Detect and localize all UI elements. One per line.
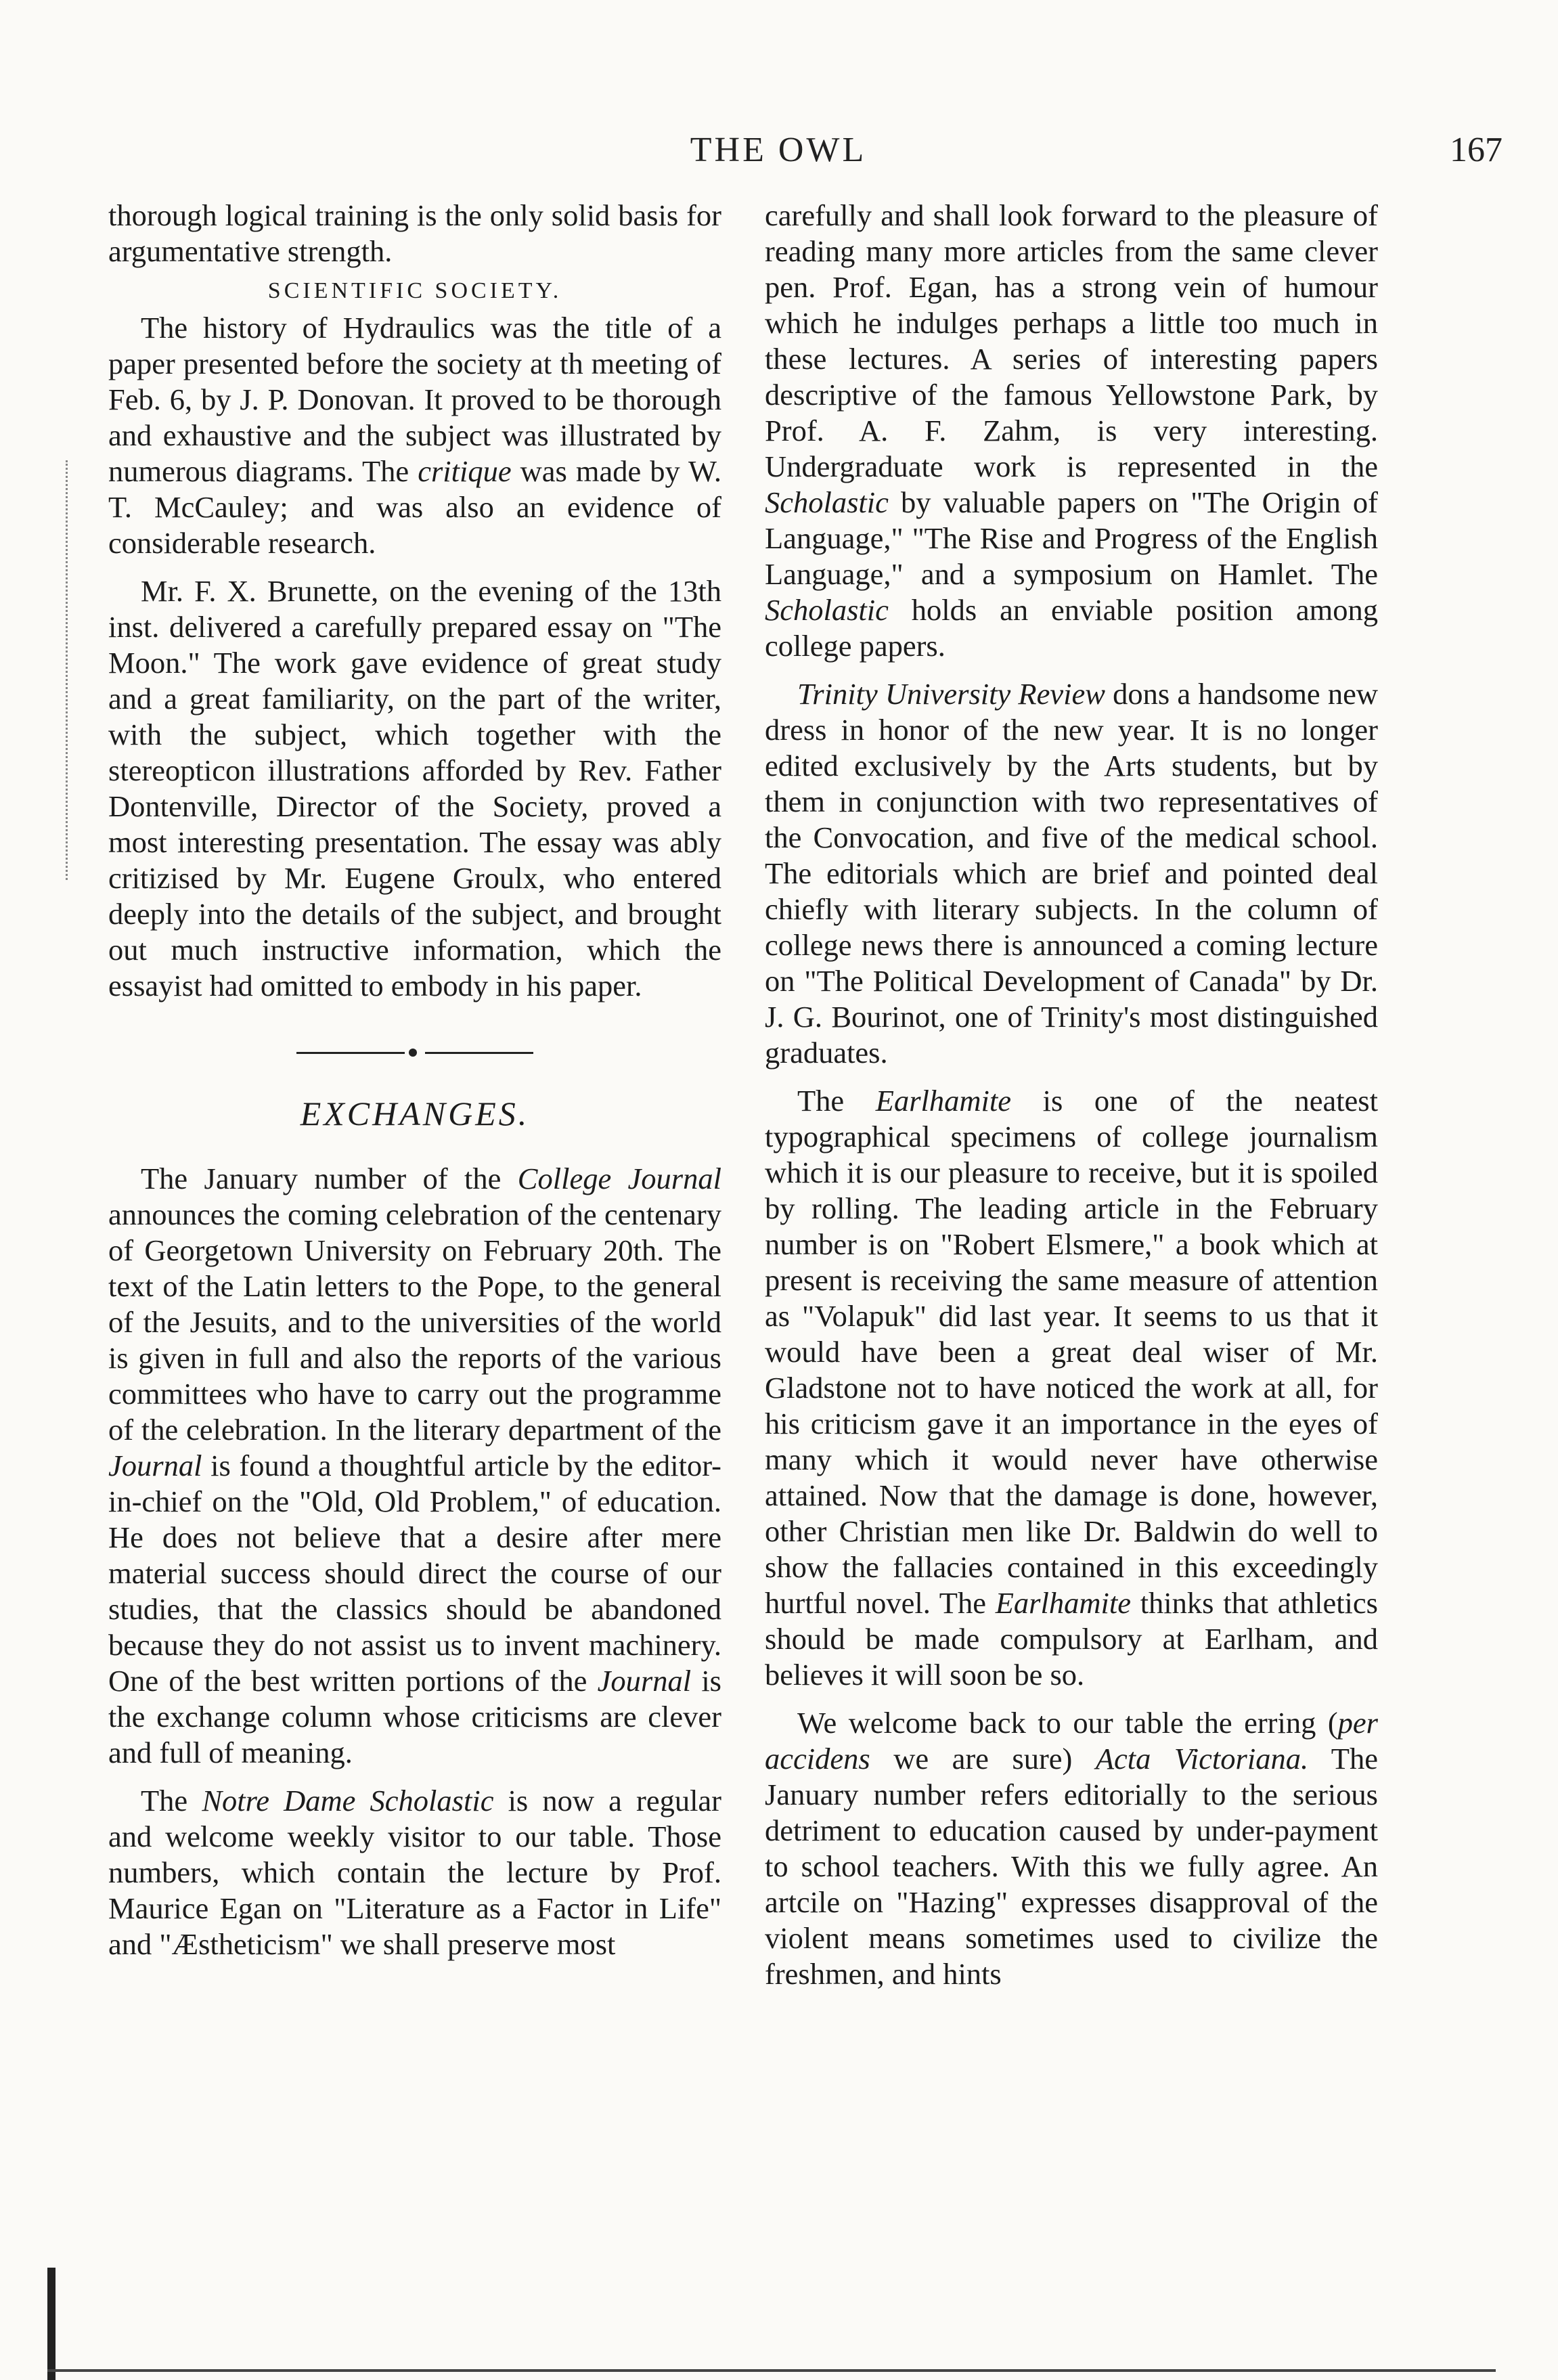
scholastic-continued-paragraph: carefully and shall look forward to the pleasure of reading many more articles from the same clever pen. Prof. Egan, has a strong vein of humour which he indulges perhaps a little too much in these lectures. A series of interesting papers descriptive of the famous Yellowstone Park, by Prof. A. F. Zahm, is very interesting. Undergraduate work is represented in the Scholastic by valuable papers on "The Origin of Language," "The Rise and Progress of the English Language," and a symposium on Hamlet. The Scholastic holds an enviable position among college papers. — [765, 198, 1378, 663]
running-title: THE OWL — [690, 131, 867, 169]
exchanges-heading: EXCHANGES. — [300, 1095, 530, 1132]
page-binding-edge — [47, 2268, 55, 2380]
page-number: 167 — [1450, 131, 1503, 169]
hydraulics-paragraph: The history of Hydraulics was the title of a paper presented before the society at th meeting of Feb. 6, by J. P. Donovan. It proved to be thorough and exhaustive and the subject was illustrated by numerous diagrams. The critique was made by W. T. McCauley; and was also an evidence of considerable research. — [108, 311, 721, 560]
acta-victoriana-paragraph: We welcome back to our table the erring (per accidens we are sure) Acta Victoriana. The January number refers editorially to the serious detriment to education caused by under-payment to school teachers. With this we fully agree. An artcile on "Hazing" expresses disapproval of the violent means sometimes used to civilize the freshmen, and hints — [765, 1706, 1378, 1991]
page-bottom-edge — [47, 2369, 1496, 2372]
earlhamite-paragraph: The Earlhamite is one of the neatest typographical specimens of college journalism which it is our pleasure to receive, but it is spoiled by rolling. The leading article in the February number is on "Robert Elsmere," a book which at present is receiving the same measure of attention as "Volapuk" did last year. It seems to us that it would have been a great deal wiser of Mr. Gladstone not to have noticed the work at all, for his criticism gave it an importance in the eyes of many which it would never have otherwise attained. Now that the damage is done, however, other Christian men like Dr. Baldwin do well to show the fallacies contained in this exceedingly hurtful novel. The Earlhamite thinks that athletics should be made compulsory at Earlham, and believes it will soon be so. — [765, 1084, 1378, 1692]
moon-essay-paragraph: Mr. F. X. Brunette, on the evening of the 13th inst. delivered a carefully prepared essay on "The Moon." The work gave evidence of great study and a great familiarity, on the part of the writer, with the subject, which together with the stereopticon illustrations afforded by Rev. Father Dontenville, Director of the Society, proved a most interesting presentation. The essay was ably critizised by Mr. Eugene Groulx, who entered deeply into the details of the subject, and brought out much instructive information, which the essayist had omitted to embody in his paper. — [108, 574, 721, 1002]
left-column — [108, 198, 721, 1962]
intro-paragraph: thorough logical training is the only solid basis for argumentative strength. — [108, 198, 721, 268]
college-journal-paragraph: The January number of the College Journal announces the coming celebration of the centenary of Georgetown University on February 20th. The text of the Latin letters to the Pope, to the general of the Jesuits, and to the universities of the world is given in full and also the reports of the various committees who have to carry out the programme of the celebration. In the literary department of the Journal is found a thoughtful article by the editor-in-chief on the "Old, Old Problem," of education. He does not believe that a desire after mere material success should direct the course of our studies, that the classics should be abandoned because they do not assist us to invent machinery. One of the best written portions of the Journal is the exchange column whose criticisms are clever and full of meaning. — [108, 1162, 721, 1769]
page-margin-marks — [66, 460, 70, 880]
trinity-review-paragraph: Trinity University Review dons a handsome new dress in honor of the new year. It is no longer edited exclusively by the Arts students, but by them in conjunction with two representatives of the Convocation, and five of the medical school. The editorials which are brief and pointed deal chiefly with literary subjects. In the column of college news there is announced a coming lecture on "The Political Development of Canada" by Dr. J. G. Bourinot, one of Trinity's most distinguished graduates. — [765, 677, 1378, 1070]
right-column — [765, 198, 1378, 1992]
section-divider — [296, 1051, 533, 1054]
notre-dame-scholastic-paragraph: The Notre Dame Scholastic is now a regular and welcome weekly visitor to our table. Those numbers, which contain the lecture by Prof. Maurice Egan on "Literature as a Factor in Life" and "Æstheticism" we shall preserve most — [108, 1784, 721, 1961]
scientific-society-heading: SCIENTIFIC SOCIETY. — [267, 278, 562, 303]
